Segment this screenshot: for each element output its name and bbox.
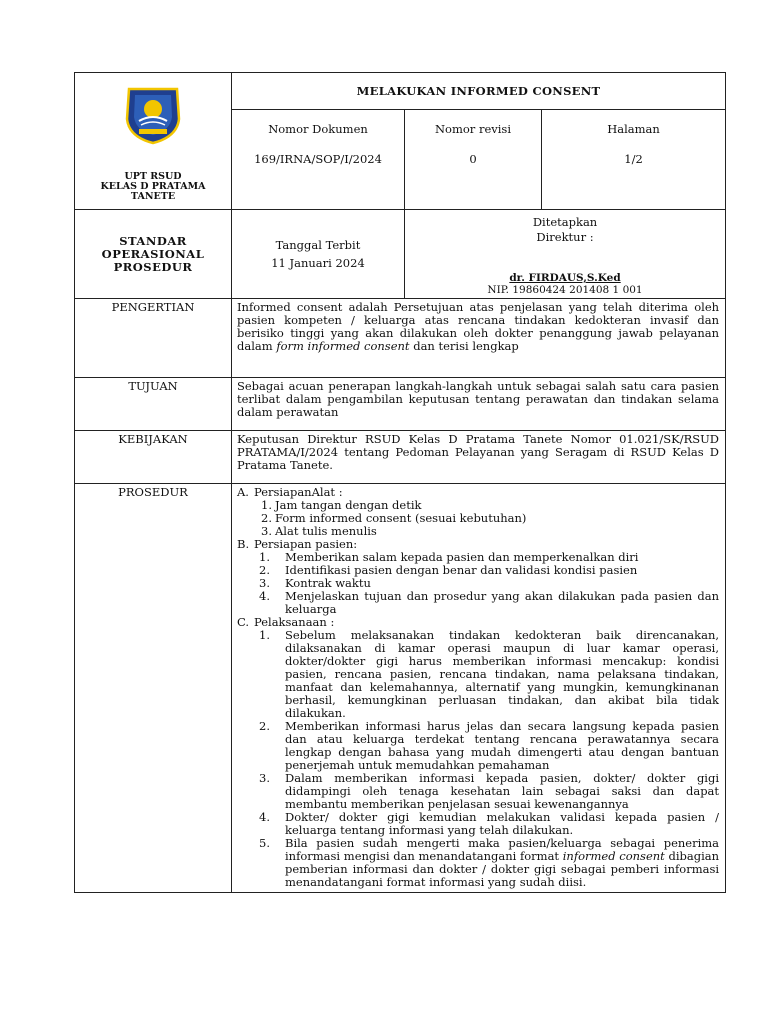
kebijakan-label: KEBIJAKAN	[75, 431, 232, 484]
list-item-text: Identifikasi pasien dengan benar dan validasi kondisi pasien	[285, 563, 638, 577]
list-item-text: Form informed consent (sesuai kebutuhan)	[275, 511, 527, 525]
list-item-text	[285, 837, 719, 889]
issue-date-value: 11 Januari 2024	[271, 256, 365, 270]
sop-title-cell	[75, 210, 232, 299]
list-item-text: Menjelaskan tujuan dan prosedur yang akan dilakukan pada pasien dan keluarga	[285, 589, 720, 616]
section-letter: A.	[237, 485, 249, 499]
sop-title-line-1: STANDAR	[119, 233, 187, 248]
list-item-text: Memberikan informasi harus jelas dan secara langsung kepada pasien dan atau keluarga terdekat tentang rencana perawatannya secara lengkap dengan bahasa yang mudah dimengerti atau dengan bantuan penerjemah untuk memudahkan pemahaman	[285, 719, 720, 772]
list-item-number: 4.	[259, 810, 270, 824]
section-title: Pelaksanaan :	[254, 615, 335, 629]
list-item-text: Dokter/ dokter gigi kemudian melakukan validasi kepada pasien / keluarga tentang informasi yang telah dilakukan.	[285, 810, 720, 837]
page-label: Halaman	[607, 122, 660, 136]
list-item-text: Sebelum melaksanakan tindakan kedokteran baik direncanakan, dilaksanakan di kamar operasi maupun di luar kamar operasi, dokter/dokter gigi harus memberikan informasi mencakup: kondisi pasien, rencana pasien, rencana tindakan, nama pelaksana tindakan, manfaat dan kelemahannya, alternatif yang mungkin, kemungkinanan berhasil, kemungkinan perluasan tindakan, dan akibat bila tidak dilakukan.	[285, 628, 720, 720]
page-cell	[542, 110, 726, 210]
issue-date-label: Tanggal Terbit	[275, 238, 361, 252]
section-letter: C.	[237, 615, 250, 629]
org-line-1: UPT RSUD	[124, 171, 182, 182]
list-item	[259, 837, 719, 889]
list-item-number: 3.	[261, 524, 272, 538]
org-line-3: TANETE	[130, 191, 176, 202]
section-letter: B.	[237, 537, 250, 551]
section-title: PersiapanAlat :	[254, 485, 343, 499]
sop-document-table	[74, 72, 726, 893]
list-item-number: 1.	[261, 498, 272, 512]
list-item-text: Kontrak waktu	[285, 576, 371, 590]
kebijakan-text: Keputusan Direktur RSUD Kelas D Pratama Tanete Nomor 01.021/SK/RSUD PRATAMA/I/2024 tentang Pedoman Pelayanan yang Seragam di RSUD Kelas D Pratama Tanete.	[232, 431, 726, 484]
sop-title-line-3: PROSEDUR	[113, 259, 193, 274]
list-item	[259, 811, 719, 837]
issue-date-cell	[232, 210, 405, 299]
pengertian-text-end: dan terisi lengkap	[409, 339, 519, 353]
pengertian-text-italic: form informed consent	[276, 339, 410, 353]
director-nip: NIP. 19860424 201408 1 001	[487, 284, 643, 296]
doc-number-value: 169/IRNA/SOP/I/2024	[254, 152, 382, 166]
list-item	[259, 772, 719, 811]
document-title: MELAKUKAN INFORMED CONSENT	[232, 73, 726, 110]
list-item-number: 2.	[259, 563, 270, 577]
list-item-number: 2.	[259, 719, 270, 733]
director-label: Direktur :	[536, 230, 594, 244]
pengertian-text	[232, 299, 726, 378]
list-item	[259, 590, 719, 616]
list-item-number: 3.	[259, 576, 270, 590]
doc-number-label: Nomor Dokumen	[268, 122, 368, 136]
list-item-text: Alat tulis menulis	[275, 524, 377, 538]
organization-name	[75, 172, 231, 202]
tujuan-text: Sebagai acuan penerapan langkah-langkah untuk sebagai salah satu cara pasien terlibat dalam pengambilan keputusan tentang perawatan dan tindakan selama dalam perawatan	[232, 378, 726, 431]
list-item-text: Dalam memberikan informasi kepada pasien, dokter/ dokter gigi didampingi oleh tenaga kesehatan lain sebagai saksi dan dapat membantu memberikan penjelasan sesuai kewenangannya	[285, 771, 720, 811]
list-item-number: 3.	[259, 771, 270, 785]
tujuan-label: TUJUAN	[75, 378, 232, 431]
pengertian-label: PENGERTIAN	[75, 299, 232, 378]
set-by-label: Ditetapkan	[532, 215, 598, 229]
list-item-text-italic: informed consent	[562, 849, 665, 863]
list-item-text-main: Bila pasien sudah mengerti maka pasien/keluarga sebagai penerima informasi mengisi dan menandatangani format	[285, 836, 720, 863]
list-item-number: 4.	[259, 589, 270, 603]
list-item	[259, 629, 719, 720]
list-item-text: Jam tangan dengan detik	[275, 498, 422, 512]
org-line-2: KELAS D PRATAMA	[100, 181, 206, 192]
list-item-number: 1.	[259, 550, 270, 564]
revision-cell	[405, 110, 542, 210]
prosedur-label: PROSEDUR	[75, 484, 232, 893]
sop-title-line-2: OPERASIONAL	[101, 246, 205, 261]
section-title: Persiapan pasien:	[254, 537, 358, 551]
list-item-text: Memberikan salam kepada pasien dan memperkenalkan diri	[285, 550, 639, 564]
page-value: 1/2	[624, 152, 643, 166]
header-logo-cell	[75, 73, 232, 210]
list-item-text-end: dibagian pemberian informasi dan dokter / dokter gigi sebagai pemberi informasi menandatangani format informasi yang sudah diisi.	[285, 849, 720, 889]
list-item-number: 5.	[259, 836, 270, 850]
list-item-number: 1.	[259, 628, 270, 642]
signature-cell	[405, 210, 726, 299]
revision-label: Nomor revisi	[434, 122, 512, 136]
director-name: dr. FIRDAUS,S.Ked	[509, 272, 621, 284]
revision-value: 0	[469, 152, 477, 166]
doc-number-cell	[232, 110, 405, 210]
pengertian-text-main: Informed consent adalah Persetujuan atas penjelasan yang telah diterima oleh pasien kompeten / keluarga atas rencana tindakan kedokteran invasif dan berisiko tinggi yang akan dilakukan oleh dokter penanggung jawab pelayanan dalam	[237, 300, 720, 353]
prosedur-content	[232, 484, 726, 893]
list-item	[259, 720, 719, 772]
list-item-number: 2.	[261, 511, 272, 525]
hospital-emblem-icon	[121, 85, 185, 145]
